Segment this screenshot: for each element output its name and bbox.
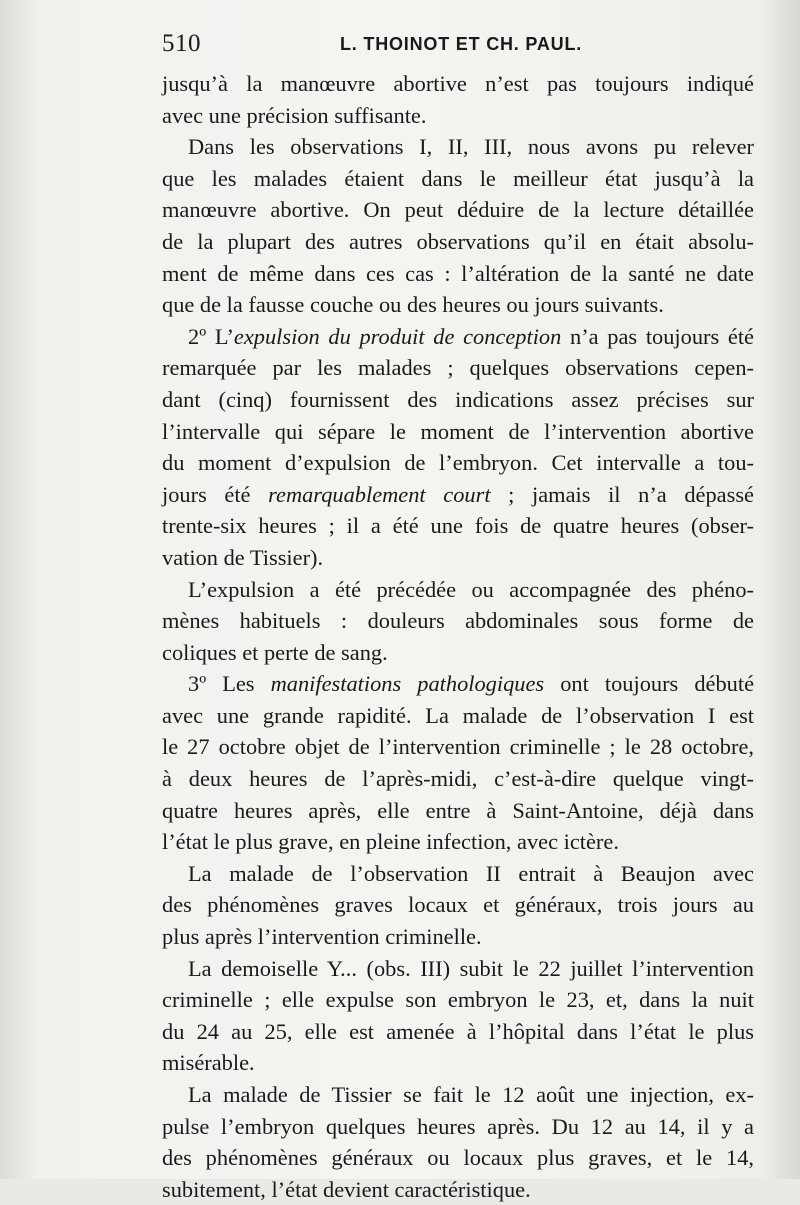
page-header bbox=[160, 30, 760, 66]
text-line: jours été remarquablement court ; jamais il n’a dépassé bbox=[162, 481, 754, 507]
text-line: coliques et perte de sang. bbox=[162, 639, 388, 665]
text-line: plus après l’intervention criminelle. bbox=[162, 924, 482, 950]
text-line: subitement, l’état devient caractéristique. bbox=[162, 1176, 531, 1202]
text-line: La demoiselle Y... (obs. III) subit le 22 juillet l’intervention bbox=[188, 955, 754, 981]
text-line: mènes habituels : douleurs abdominales sous forme de bbox=[162, 608, 754, 634]
paragraph bbox=[162, 858, 754, 953]
text-line: avec une grande rapidité. La malade de l’observation I est bbox=[162, 702, 754, 728]
text-line: dant (cinq) fournissent des indications assez précises sur bbox=[162, 386, 754, 412]
text-line: avec une précision suffisante. bbox=[162, 102, 427, 128]
paragraph bbox=[162, 131, 754, 321]
text-line: des phénomènes généraux ou locaux plus graves, et le 14, bbox=[162, 1145, 754, 1171]
text-line: de la plupart des autres observations qu’il en était absolu- bbox=[162, 228, 754, 254]
text-line: que les malades étaient dans le meilleur état jusqu’à la bbox=[162, 165, 754, 191]
text-line: Dans les observations I, II, III, nous avons pu relever bbox=[188, 134, 754, 160]
text-line: La malade de l’observation II entrait à Beaujon avec bbox=[188, 860, 754, 886]
text-line: l’intervalle qui sépare le moment de l’intervention abortive bbox=[162, 418, 754, 444]
running-head: L. THOINOT ET CH. PAUL. bbox=[340, 34, 583, 54]
page-number: 510 bbox=[162, 30, 201, 57]
text-line: vation de Tissier). bbox=[162, 544, 324, 570]
paragraph bbox=[162, 574, 754, 669]
text-line: des phénomènes graves locaux et généraux, trois jours au bbox=[162, 892, 754, 918]
text-line: L’expulsion a été précédée ou accompagnée des phéno- bbox=[188, 576, 754, 602]
paragraph bbox=[162, 321, 754, 574]
text-line: criminelle ; elle expulse son embryon le 23, et, dans la nuit bbox=[162, 987, 754, 1013]
text-line: l’état le plus grave, en pleine infection, avec ictère. bbox=[162, 829, 619, 855]
text-line: le 27 octobre objet de l’intervention criminelle ; le 28 octobre, bbox=[162, 734, 754, 760]
paragraph bbox=[162, 1079, 754, 1205]
text-line: ment de même dans ces cas : l’altération de la santé ne date bbox=[162, 260, 754, 286]
text-line: 3º Les manifestations pathologiques ont toujours débuté bbox=[188, 671, 755, 697]
text-line: pulse l’embryon quelques heures après. Du 12 au 14, il y a bbox=[162, 1113, 754, 1139]
text-line: quatre heures après, elle entre à Saint-Antoine, déjà dans bbox=[162, 797, 754, 823]
text-line: du 24 au 25, elle est amenée à l’hôpital dans l’état le plus bbox=[162, 1018, 754, 1044]
text-line: La malade de Tissier se fait le 12 août une injection, ex- bbox=[188, 1082, 754, 1107]
text-line: jusqu’à la manœuvre abortive n’est pas toujours indiqué bbox=[162, 71, 754, 96]
text-line: misérable. bbox=[162, 1050, 255, 1076]
text-line: que de la fausse couche ou des heures ou jours suivants. bbox=[162, 292, 664, 318]
paragraph bbox=[162, 953, 754, 1079]
text-line: à deux heures de l’après-midi, c’est-à-dire quelque vingt- bbox=[162, 766, 754, 792]
paragraph bbox=[162, 68, 754, 131]
text-line: manœuvre abortive. On peut déduire de la lecture détaillée bbox=[162, 197, 754, 223]
paragraph bbox=[162, 668, 754, 858]
text-line: 2º L’expulsion du produit de conception n’a pas toujours été bbox=[188, 323, 754, 349]
body-text bbox=[162, 68, 754, 1205]
text-line: remarquée par les malades ; quelques observations cepen- bbox=[162, 355, 754, 381]
text-line: du moment d’expulsion de l’embryon. Cet intervalle a tou- bbox=[162, 450, 754, 476]
text-line: trente-six heures ; il a été une fois de quatre heures (obser- bbox=[162, 513, 754, 539]
